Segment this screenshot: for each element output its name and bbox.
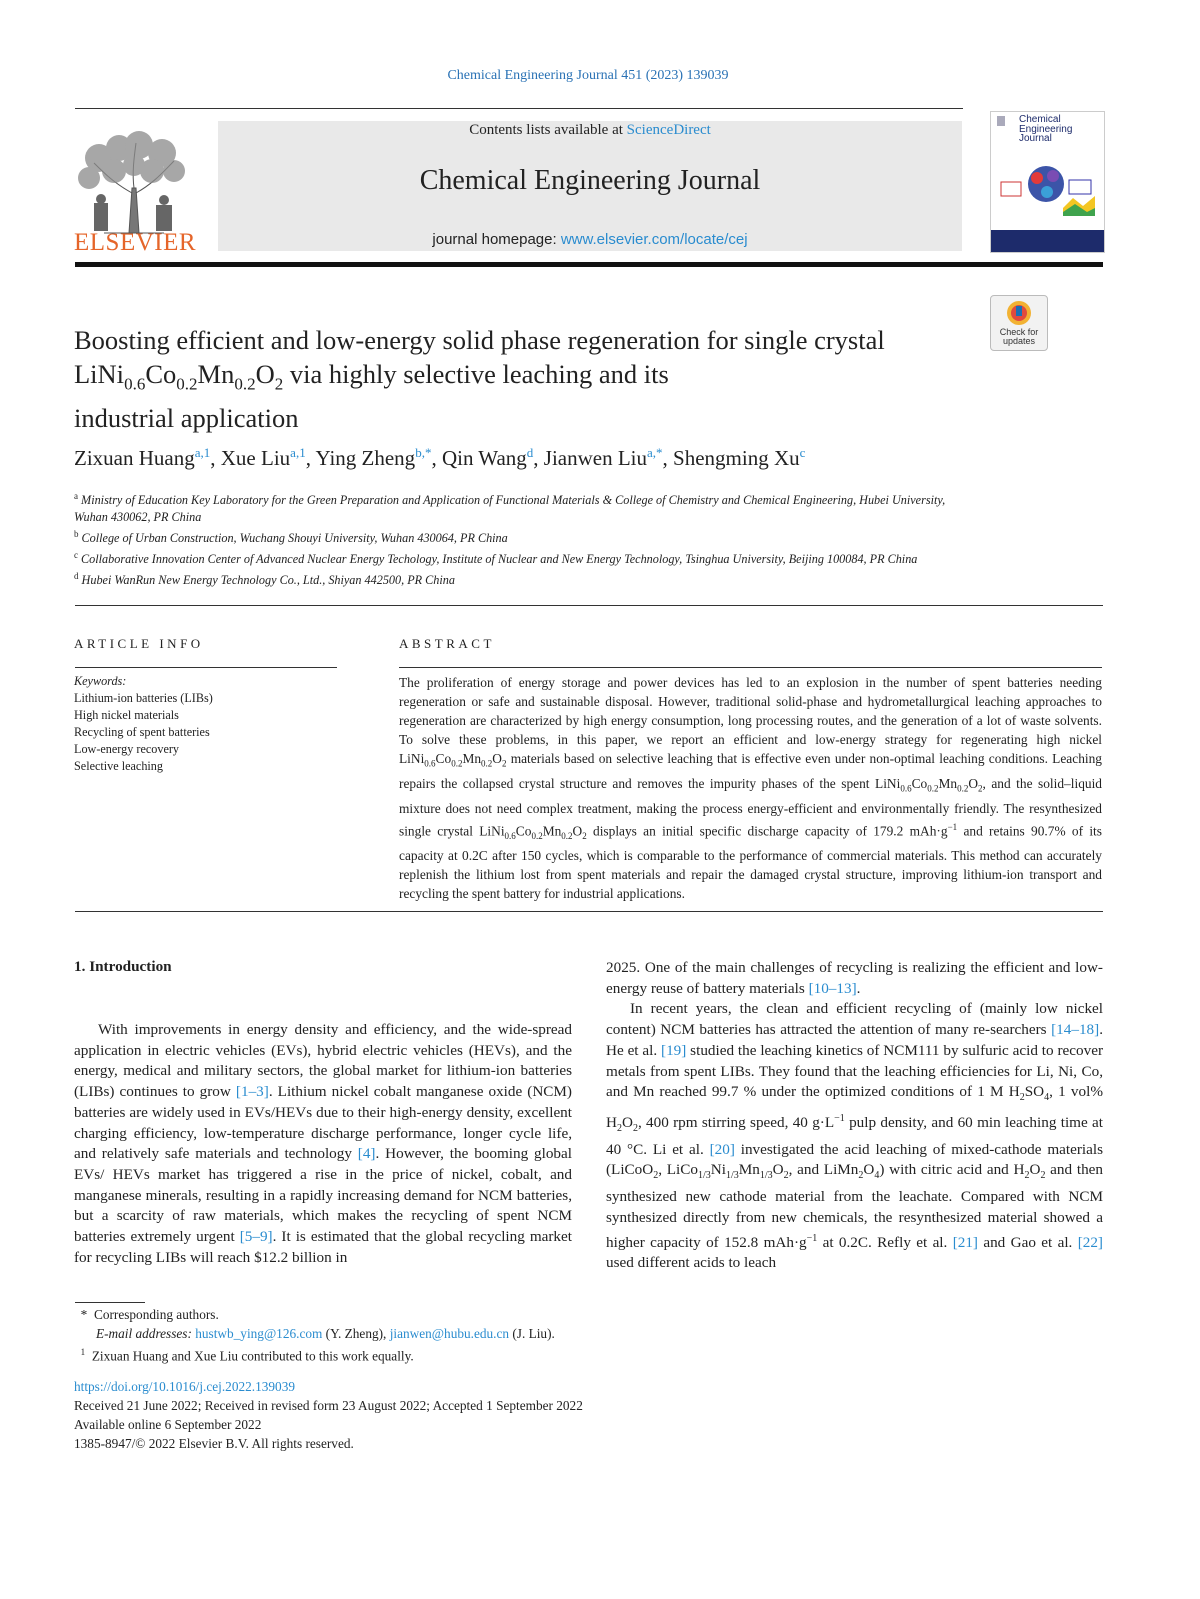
cover-title-line-1: Chemical	[1019, 114, 1061, 125]
affiliation-item	[74, 568, 964, 589]
title-line-3: industrial application	[74, 403, 299, 434]
abstract-rule	[399, 667, 1102, 668]
author-affiliation-mark[interactable]: c	[799, 445, 806, 460]
citation-link[interactable]: [1–3]	[235, 1083, 269, 1101]
affiliation-mark: a	[74, 491, 78, 501]
online-date: Available online 6 September 2022	[74, 1417, 262, 1432]
footnote-equal-contribution: $^1$ Zixuan Huang and Xue Liu contributed to this work equally.	[80, 1347, 414, 1364]
author-name[interactable]: Zixuan Huang	[74, 446, 195, 470]
author-affiliation-mark[interactable]: a,1	[194, 445, 211, 460]
text-run: at 0.2C. Refly et al.	[817, 1233, 953, 1251]
author-name[interactable]: Xue Liu	[220, 446, 291, 470]
text-run: . It is estimated that the global recycling market for recycling LIBs will reach $12.2 billion in	[74, 1228, 572, 1266]
affiliation-text: Ministry of Education Key Laboratory for the Green Preparation and Application of Functional Materials & College of Chemistry and Chemical Engineering, Hubei University, Wuhan 430062, PR China	[74, 493, 946, 525]
journal-homepage-line	[218, 231, 962, 248]
text-run: . However, the booming global EVs/ HEVs market has triggered a rise in the price of nickel, cobalt, and manganese minerals, resulting in a rapidly increasing demand for NCM batteries, but a scarcity of raw materials, which makes the recycling of spent NCM batteries extremely urgent	[74, 1145, 572, 1246]
affiliation-divider	[75, 605, 1103, 606]
article-info-rule	[75, 667, 337, 668]
citation-link[interactable]: [14–18]	[1051, 1021, 1100, 1039]
affiliation-text: Collaborative Innovation Center of Advanced Nuclear Energy Techology, Institute of Nuclear and New Energy Technology, Tsinghua University, Beijing 100084, PR China	[81, 552, 918, 567]
text-run: used different acids to leach	[606, 1254, 777, 1272]
citation-link[interactable]: [20]	[709, 1140, 735, 1158]
text-run: With improvements in energy density and efficiency, and the wide-spread application in electric vehicles (EVs), hybrid electric vehicles (HEVs), and the energy, medical and military sectors, the global market for lithium-ion batteries (LIBs) continues to grow	[74, 1021, 572, 1101]
received-dates: Received 21 June 2022; Received in revised form 23 August 2022; Accepted 1 September 2022	[74, 1398, 583, 1413]
text-run: In recent years, the clean and efficient recycling of (mainly low nickel content) NCM batteries has attracted the attention of many re-searchers	[606, 1000, 1103, 1039]
contents-prefix: Contents lists available at	[469, 122, 627, 138]
crossmark-label-line-1: Check for	[999, 327, 1039, 337]
intro-paragraph: 2025. One of the main challenges of recycling is realizing the efficient and low-energy reuse of battery materials [10–13].	[606, 959, 1103, 997]
text-run: . Lithium nickel cobalt manganese oxide (NCM) batteries are widely used in EVs/HEVs due to their high-energy density, excellent charging efficiency, low-temperature discharge performance, longer cycle life, and relatively safe materials and technology	[74, 1083, 572, 1163]
author-affiliation-mark[interactable]: a,1	[290, 445, 306, 460]
cover-title-line-2: Engineering	[1019, 123, 1073, 135]
footnotes	[74, 1305, 974, 1365]
email-owner: (J. Liu).	[509, 1326, 555, 1341]
keyword-item: Low-energy recovery	[74, 742, 180, 756]
author-name[interactable]: Ying Zheng	[315, 446, 416, 470]
citation-link[interactable]: [19]	[661, 1041, 687, 1059]
footnote-text: Zixuan Huang and Xue Liu contributed to this work equally.	[91, 1348, 414, 1364]
author-affiliation-mark[interactable]: b,*	[415, 445, 432, 460]
keywords-label: Keywords:	[74, 674, 127, 688]
affiliation-mark: d	[74, 571, 79, 582]
email-label: E-mail addresses:	[96, 1326, 192, 1341]
text-run: , 1 vol% H	[606, 1083, 1103, 1132]
footnote-rule	[75, 1302, 145, 1303]
sciencedirect-link[interactable]: ScienceDirect	[626, 122, 711, 138]
title-line-2-text: via highly selective leaching and its	[283, 359, 669, 389]
footnote-corresponding: * Corresponding authors.	[74, 1307, 219, 1322]
abstract-bottom-rule	[75, 911, 1103, 912]
author-affiliation-mark[interactable]: d	[526, 445, 534, 460]
email-link[interactable]: hustwb_ying@126.com	[195, 1326, 323, 1341]
text-run: and Gao et al.	[978, 1233, 1078, 1251]
keyword-item: Lithium-ion batteries (LIBs)	[74, 691, 213, 705]
title-line-2: $LiNi_{0.6}Co_{0.2}Mn_{0.2}O_2$ via highly selective leaching and its	[74, 359, 669, 394]
title-line-1: Boosting efficient and low-energy solid phase regeneration for single crystal	[74, 325, 885, 355]
email-link[interactable]: jianwen@hubu.edu.cn	[389, 1326, 510, 1341]
article-info-heading: ARTICLE INFO	[74, 636, 204, 651]
affiliation-item	[74, 488, 964, 526]
affiliation-mark: c	[74, 550, 78, 561]
cover-title	[1019, 115, 1072, 144]
intro-paragraph: In recent years, the clean and efficient recycling of (mainly low nickel content) NCM batteries has attracted the attention of many re-searchers [14–18]. He et al. [19] studied the leaching kinetics of NCM111 by sulfuric acid to recover metals from spent LIBs. They found that the leaching efficiencies for Li, Ni, Co, and Mn reached 99.7 % under the optimized conditions of 1 M $H_2SO_4$, 1 vol% $H_2O_2$, 400 rpm stirring speed, 40 $g\cdot L^{-1}$ pulp density, and 60 min leaching time at 40 °C. Li et al. [20] investigated the acid leaching of mixed-cathode materials (LiCoO$_2$, $LiCo_{1/3}Ni_{1/3}Mn_{1/3}O_2$, and $LiMn_2O_4$) with citric acid and $H_2O_2$ and then synthesized new cathode material from the leachate. Compared with NCM synthesized directly from new chemicals, the resynthesized material showed a higher capacity of 152.8 $mAh\cdot g^{-1}$ at 0.2C. Refly et al. [21] and Gao et al. [22] used different acids to leach	[606, 1000, 1103, 1272]
keyword-item: Selective leaching	[74, 759, 163, 773]
abstract-heading: ABSTRACT	[399, 636, 495, 651]
text-run: , 400 rpm stirring speed, 40 g·L	[637, 1114, 835, 1132]
publication-info	[74, 1377, 974, 1453]
footnote-text: Corresponding authors.	[93, 1307, 219, 1322]
body-column-left	[74, 1020, 572, 1268]
copyright-line: 1385-8947/© 2022 Elsevier B.V. All rights reserved.	[74, 1436, 354, 1451]
author-name[interactable]: Qin Wang	[441, 446, 527, 470]
intro-paragraph	[74, 1020, 572, 1268]
affiliation-list	[74, 488, 964, 589]
text-run: , LiCo	[658, 1161, 698, 1179]
email-owner: (Y. Zheng),	[322, 1326, 390, 1341]
citation-link[interactable]: [21]	[952, 1233, 978, 1251]
article-title	[74, 323, 974, 435]
text-run: pulp density, and 60 min leaching time at 40 °C. Li et al.	[606, 1114, 1103, 1158]
abstract-segment: and retains 90.7% of its capacity at 0.2C after 150 cycles, which is comparable to the performance of commercial materials. This method can accurately replenish the lithium lost from spent materials and repair the damaged crystal structure, improving lithium-ion transport and recycling the spent battery for industrial applications.	[399, 823, 1102, 902]
contents-available-line	[218, 122, 962, 139]
affiliation-text: Hubei WanRun New Energy Technology Co., Ltd., Shiyan 442500, PR China	[81, 573, 455, 588]
text-run: investigated the acid leaching of mixed-cathode materials (LiCoO	[606, 1140, 1103, 1179]
crossmark-label	[991, 328, 1047, 346]
homepage-link[interactable]: www.elsevier.com/locate/cej	[560, 231, 748, 248]
keyword-item: High nickel materials	[74, 708, 179, 722]
author-name[interactable]: Jianwen Liu	[543, 446, 648, 470]
elsevier-wordmark: ELSEVIER	[74, 229, 197, 256]
affiliation-item	[74, 547, 964, 568]
keyword-item: Recycling of spent batteries	[74, 725, 210, 739]
header-thick-rule	[75, 262, 1103, 267]
affiliation-item	[74, 526, 964, 547]
section-heading-introduction: 1. Introduction	[74, 958, 172, 975]
abstract-segment: materials based on selective leaching that is effective even under non-optimal leaching conditions. Leaching repairs the collapsed crystal structure and removes the impurity phases of the spent	[399, 751, 1102, 792]
doi-link[interactable]: https://doi.org/10.1016/j.cej.2022.139039	[74, 1379, 295, 1394]
abstract-body: The proliferation of energy storage and power devices has led to an explosion in the number of spent batteries needing regeneration or safe and sustainable disposal. However, traditional solid-phase and hydrometallurgical leaching approaches to regeneration are characterized by high energy consumption, long processing routes, and the generation of a lot of waste solvents. To solve these problems, in this paper, we report an efficient and low-energy strategy for regenerating high nickel $LiNi_{0.6}Co_{0.2}Mn_{0.2}O_2$ materials based on selective leaching that is effective even under non-optimal leaching conditions. Leaching repairs the collapsed crystal structure and removes the impurity phases of the spent $LiNi_{0.6}Co_{0.2}Mn_{0.2}O_2$, and the solid–liquid mixture does not need complex treatment, making the process energy-efficient and environmentally friendly. The resynthesized single crystal $LiNi_{0.6}Co_{0.2}Mn_{0.2}O_2$ displays an initial specific discharge capacity of 179.2 $mAh\cdot g^{-1}$ and retains 90.7% of its capacity at 0.2C after 150 cycles, which is comparable to the performance of commercial materials. This method can accurately replenish the lithium lost from spent materials and repair the damaged crystal structure, improving lithium-ion transport and recycling the spent battery for industrial applications.	[399, 675, 1102, 902]
text-run: and then synthesized new cathode material from the leachate. Compared with NCM synthesized directly from new chemicals, the resynthesized material showed a higher capacity of 152.8 mAh·g	[606, 1161, 1103, 1251]
journal-citation[interactable]: Chemical Engineering Journal 451 (2023) 139039	[447, 68, 729, 83]
crossmark-label-line-2: updates	[1002, 336, 1036, 346]
text-run: studied the leaching kinetics of NCM111 by sulfuric acid to recover metals from spent LIBs. They found that the leaching efficiencies for Li, Ni, Co, and Mn reached 99.7 % under the optimized conditions of 1 M H	[606, 1041, 1103, 1101]
journal-cover-thumbnail[interactable]	[990, 111, 1105, 253]
text-run: , and LiMn	[788, 1161, 859, 1179]
check-for-updates-button[interactable]	[990, 295, 1048, 351]
author-list: Zixuan Huang$^{a,1}$, Xue Liu$^{a,1}$, Ying Zheng$^{b,*}$, Qin Wang$^d$, Jianwen Liu$^{a,*}$, Shengming Xu$^c$	[74, 445, 806, 470]
keywords-block	[74, 673, 336, 775]
cover-title-line-3: Journal	[1019, 133, 1052, 144]
header-top-rule	[75, 108, 963, 109]
affiliation-mark: b	[74, 529, 79, 540]
author-affiliation-mark[interactable]: a,*	[647, 445, 663, 460]
body-column-right	[606, 958, 1103, 1274]
citation-link[interactable]: [10–13]	[808, 979, 857, 997]
journal-name: Chemical Engineering Journal	[419, 165, 761, 196]
text-run: ) with citric acid and H	[879, 1161, 1025, 1179]
abstract-segment: , and the solid–liquid mixture does not need complex treatment, making the process energy-efficient and environmentally friendly. The resynthesized single crystal	[399, 776, 1102, 839]
citation-link[interactable]: [4]	[357, 1145, 376, 1163]
text-run: . He et al.	[606, 1021, 1103, 1059]
homepage-prefix: journal homepage:	[432, 231, 561, 248]
author-name[interactable]: Shengming Xu	[673, 446, 800, 470]
text-run: 2025. One of the main challenges of recycling is realizing the efficient and low-energy reuse of battery materials	[606, 959, 1103, 997]
abstract-segment: displays an initial specific discharge capacity of 179.2 mAh·g	[586, 823, 948, 839]
footnote-emails	[74, 1324, 974, 1343]
crossmark-icon	[991, 296, 1047, 328]
citation-link[interactable]: [5–9]	[239, 1228, 273, 1246]
affiliation-text: College of Urban Construction, Wuchang Shouyi University, Wuhan 430064, PR China	[81, 531, 508, 546]
citation-link[interactable]: [22]	[1077, 1233, 1103, 1251]
abstract-segment: The proliferation of energy storage and power devices has led to an explosion in the number of spent batteries needing regeneration or safe and sustainable disposal. However, traditional solid-phase and hydrometallurgical leaching approaches to regeneration are characterized by high energy consumption, long processing routes, and the generation of a lot of waste solvents. To solve these problems, in this paper, we report an efficient and low-energy strategy for regenerating high nickel	[399, 675, 1102, 748]
